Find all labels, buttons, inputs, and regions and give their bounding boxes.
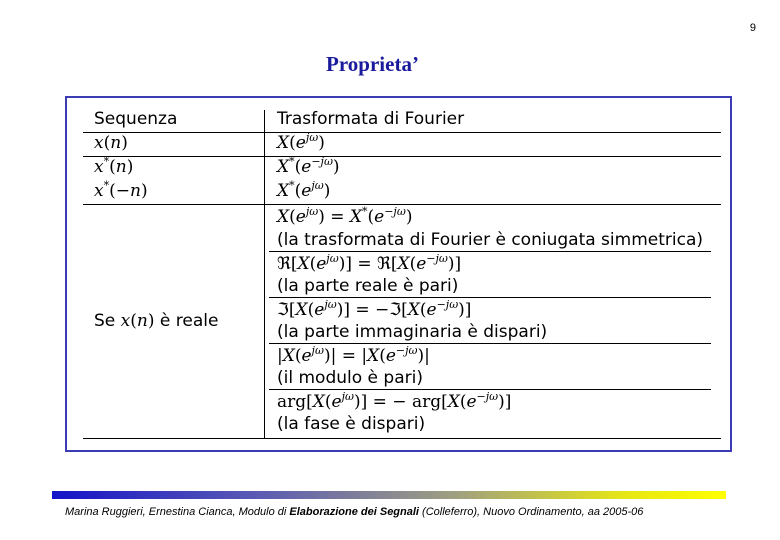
property-2-formula: $ℜ[X(e^{j\omega})]$ = $ℜ[X(e^{-j\omega})]$: [277, 252, 462, 274]
row-3-sequence: x*(−n): [94, 179, 148, 201]
row-1-sequence: x(n): [94, 133, 128, 153]
footer-credits: [65, 506, 643, 518]
property-5-formula: $arg[X(e^{j\omega})]$ = − $arg[X(e^{-j\omega})]$: [277, 390, 512, 412]
property-rule: [269, 343, 711, 344]
header-rule: [83, 132, 721, 133]
property-5-note: (la fase è dispari): [277, 414, 426, 434]
property-4-note: (il modulo è pari): [277, 368, 423, 388]
row-3-transform: $X^*(e^{j\omega})$: [277, 179, 331, 201]
footer-details: (Colleferro), Nuovo Ordinamento, aa 2005-06: [418, 506, 644, 518]
column-divider: [264, 110, 265, 438]
row-1-transform: $X(e^{j\omega})$: [277, 131, 325, 153]
slide-title: Proprieta’: [326, 52, 419, 76]
property-4-formula: $|X(e^{j\omega})| = |X(e^{-j\omega})|$: [277, 344, 430, 366]
table-bottom-rule: [83, 438, 721, 439]
footer-authors: Marina Ruggieri, Ernestina Cianca, Modulo di: [65, 506, 290, 518]
property-2-note: (la parte reale è pari): [277, 276, 459, 296]
header-fourier-transform: Trasformata di Fourier: [277, 109, 465, 129]
footer-course: Elaborazione dei Segnali: [289, 506, 419, 518]
real-sequence-condition: Se x(n) è reale: [94, 311, 219, 331]
row-rule: [83, 156, 721, 157]
row-2-sequence: x*(n): [94, 155, 134, 177]
row-2-transform: $X^*(e^{-j\omega})$: [277, 155, 340, 177]
property-1-formula: $X(e^{j\omega}) = X^*(e^{-j\omega})$: [277, 205, 413, 227]
property-3-formula: $ℑ[X(e^{j\omega})]$ = $-ℑ[X(e^{-j\omega})]$: [277, 298, 472, 320]
property-1-note: (la trasformata di Fourier è coniugata simmetrica): [277, 230, 703, 250]
table-body: [81, 98, 721, 450]
footer-gradient-bar: [52, 491, 726, 499]
property-3-note: (la parte immaginaria è dispari): [277, 322, 548, 342]
header-sequence: Sequenza: [94, 109, 178, 129]
fourier-properties-table: [65, 96, 732, 452]
page-number: 9: [749, 22, 756, 34]
